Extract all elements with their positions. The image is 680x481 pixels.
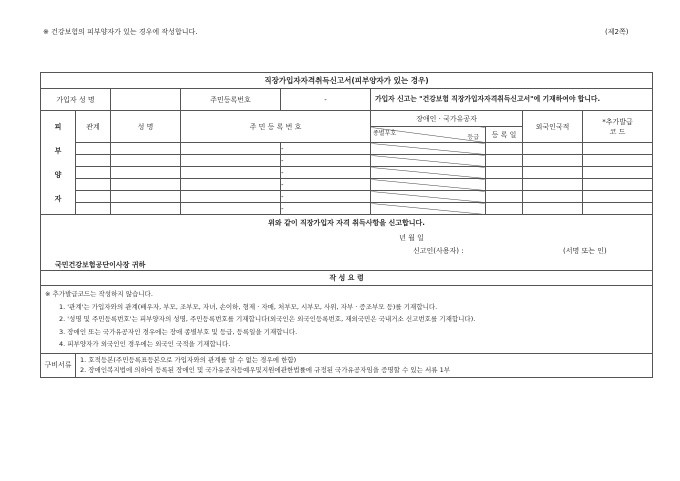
nationality-cell[interactable] xyxy=(523,167,583,179)
nationality-cell[interactable] xyxy=(523,143,583,155)
col-name: 성 명 xyxy=(111,111,181,143)
rrn-label: 주민등록번호 xyxy=(181,89,281,111)
table-row xyxy=(41,143,653,155)
col-foreign-nationality: 외국인국적 xyxy=(523,111,583,143)
table-row xyxy=(41,179,653,191)
guide-line: 4. 피부양자가 외국인인 경우에는 외국인 국적을 기재합니다. xyxy=(59,340,231,348)
extra-code-cell xyxy=(583,155,653,167)
reg-date-cell[interactable] xyxy=(486,203,523,215)
name-cell[interactable] xyxy=(111,167,181,179)
name-cell[interactable] xyxy=(111,179,181,191)
relation-cell[interactable] xyxy=(76,179,111,191)
guide-line: 3. 장애인 또는 국가유공자인 경우에는 장애 종별부호 및 등급, 등록일을 기재합니다. xyxy=(59,327,298,336)
recipient: 국민건강보험공단이사장 귀하 xyxy=(55,261,146,269)
col-extra-code: *추가발급 코 드 xyxy=(583,111,653,143)
reg-date-cell[interactable] xyxy=(486,155,523,167)
col-reg-date: 등 록 일 xyxy=(486,127,523,143)
nationality-cell[interactable] xyxy=(523,155,583,167)
col-type-code: 종별부호 xyxy=(373,130,397,137)
col-type-grade xyxy=(371,127,486,143)
nationality-cell[interactable] xyxy=(523,203,583,215)
page-number: (제2쪽) xyxy=(605,28,629,36)
extra-code-cell xyxy=(583,167,653,179)
form-table xyxy=(40,72,653,378)
extra-code-cell xyxy=(583,191,653,203)
table-row xyxy=(41,203,653,215)
rrn-back-cell[interactable]: - xyxy=(281,179,371,191)
subscriber-name-label: 가입자 성 명 xyxy=(41,89,111,111)
reporter-label: 신고인(사용자) : xyxy=(413,247,464,255)
attachment-line: 2. 장애인복지법에 의하여 등록된 장애인 및 국가유공자등예우및지원에관한법률에 규정된 국가유공자임을 증명할 수 있는 서류 1부 xyxy=(80,366,450,374)
subscriber-name-field[interactable] xyxy=(111,89,181,111)
sign-label: (서명 또는 인) xyxy=(563,247,607,255)
guide-line: ※ 추가발급코드는 작성하지 않습니다. xyxy=(45,290,153,298)
rrn-back-cell[interactable]: - xyxy=(281,191,371,203)
relation-cell[interactable] xyxy=(76,155,111,167)
declaration-text: 위와 같이 직장가입자 자격 취득사항을 신고합니다. xyxy=(268,219,425,227)
guide-title: 작 성 요 령 xyxy=(41,271,653,286)
top-note: ※ 건강보험의 피부양자가 있는 경우에 작성합니다. xyxy=(43,28,198,36)
type-grade-cell[interactable] xyxy=(371,203,486,215)
attachment-line: 1. 호적등본(주민등록표등본으로 가입자와의 관계를 알 수 없는 경우에 한함) xyxy=(80,356,297,364)
dependent-vertical-label: 피 부 양 자 xyxy=(41,111,76,215)
table-row xyxy=(41,155,653,167)
type-grade-cell[interactable] xyxy=(371,143,486,155)
form-title: 직장가입자자격취득신고서(피부양자가 있는 경우) xyxy=(41,73,653,89)
reg-date-cell[interactable] xyxy=(486,179,523,191)
rrn-back-cell[interactable]: - xyxy=(281,203,371,215)
relation-cell[interactable] xyxy=(76,191,111,203)
declaration-block xyxy=(41,215,653,271)
rrn-back-cell[interactable]: - xyxy=(281,167,371,179)
date-line: 년 월 일 xyxy=(399,234,424,242)
type-grade-cell[interactable] xyxy=(371,155,486,167)
rrn-front-cell[interactable] xyxy=(181,143,281,155)
extra-code-cell xyxy=(583,143,653,155)
relation-cell[interactable] xyxy=(76,143,111,155)
extra-code-cell xyxy=(583,179,653,191)
type-grade-cell[interactable] xyxy=(371,167,486,179)
attachments-body xyxy=(76,353,653,377)
rrn-front-cell[interactable] xyxy=(181,203,281,215)
reg-date-cell[interactable] xyxy=(486,191,523,203)
name-cell[interactable] xyxy=(111,155,181,167)
nationality-cell[interactable] xyxy=(523,191,583,203)
guide-line: 2. '성명 및 주민등록번호'는 피부양자의 성명, 주민등록번호를 기재합니다(외국인은 외국인등록번호, 재외국민은 국내거소 신고번호를 기재합니다). xyxy=(59,315,476,323)
extra-code-cell xyxy=(583,203,653,215)
subscriber-notice: 가입자 신고는 "건강보험 직장가입자자격취득신고서"에 기재하여야 합니다. xyxy=(371,89,653,111)
nationality-cell[interactable] xyxy=(523,179,583,191)
reg-date-cell[interactable] xyxy=(486,143,523,155)
name-cell[interactable] xyxy=(111,203,181,215)
rrn-back-cell[interactable]: - xyxy=(281,155,371,167)
relation-cell[interactable] xyxy=(76,167,111,179)
rrn-back-cell[interactable]: - xyxy=(281,143,371,155)
reg-date-cell[interactable] xyxy=(486,167,523,179)
name-cell[interactable] xyxy=(111,143,181,155)
name-cell[interactable] xyxy=(111,191,181,203)
rrn-front-cell[interactable] xyxy=(181,155,281,167)
col-rrn: 주 민 등 록 번 호 xyxy=(181,111,371,143)
guide-line: 1. '관계'는 가입자와의 관계(배우자, 부모, 조부모, 자녀, 손이하, 형제 · 자매, 처부모, 시부모, 사위, 자부 · 증조부모 등)를 기재합니다. xyxy=(59,302,438,311)
attachments-label: 구비서류 xyxy=(41,353,76,377)
table-row xyxy=(41,191,653,203)
type-grade-cell[interactable] xyxy=(371,179,486,191)
rrn-field[interactable]: - xyxy=(281,89,371,111)
rrn-front-cell[interactable] xyxy=(181,167,281,179)
type-grade-cell[interactable] xyxy=(371,191,486,203)
table-row xyxy=(41,167,653,179)
rrn-front-cell[interactable] xyxy=(181,179,281,191)
relation-cell[interactable] xyxy=(76,203,111,215)
rrn-front-cell[interactable] xyxy=(181,191,281,203)
col-disabled: 장애인 · 국가유공자 xyxy=(371,111,523,127)
col-relation: 관계 xyxy=(76,111,111,143)
guide-body xyxy=(41,286,653,354)
col-grade: 등급 xyxy=(467,134,479,141)
